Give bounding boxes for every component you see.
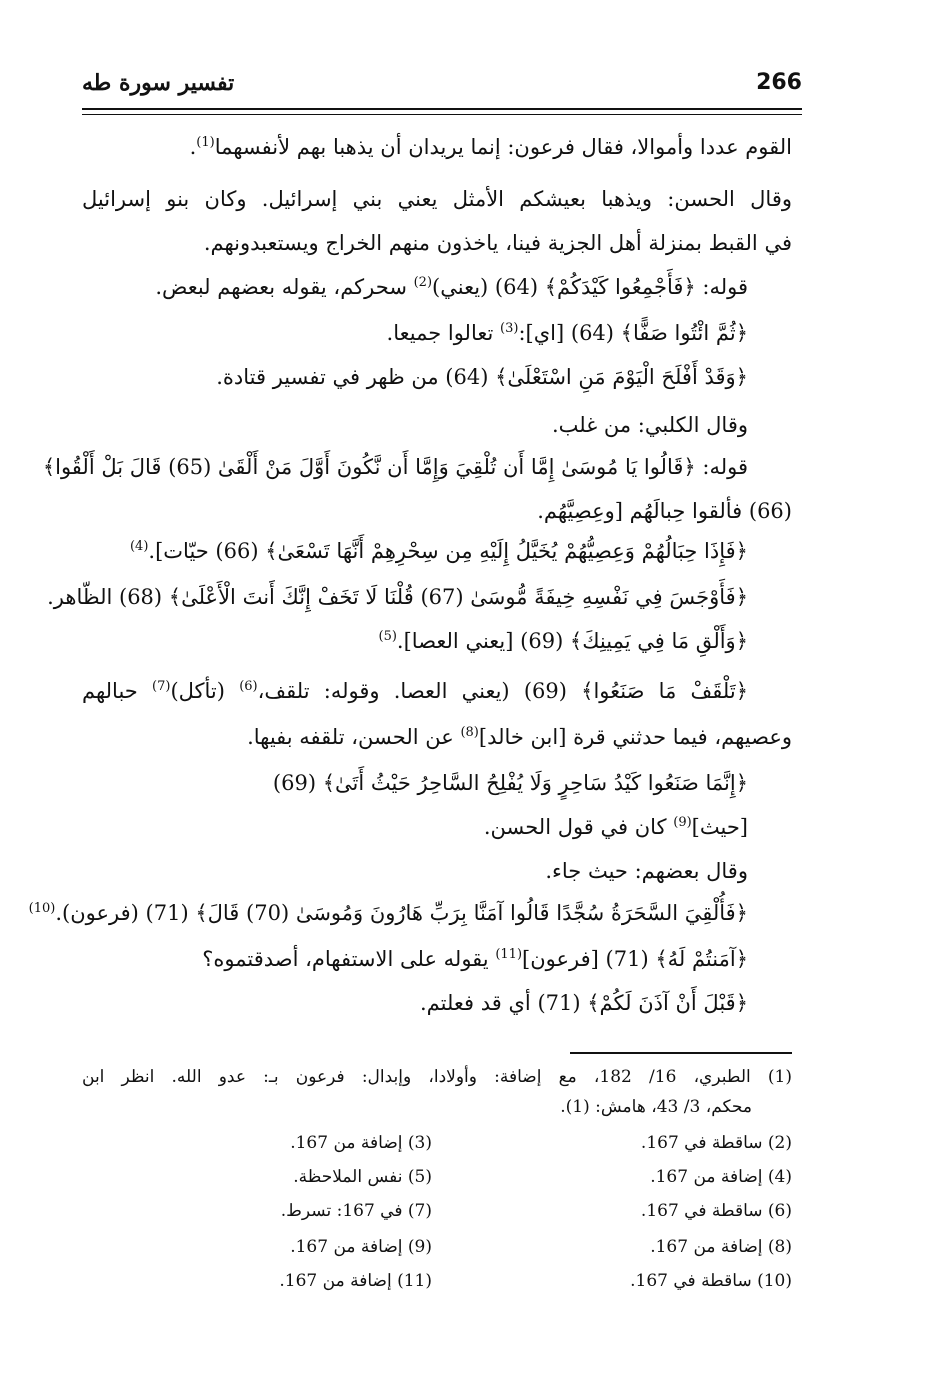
text-line: [حيث]$^{(9)}$ كان في قول الحسن. — [483, 815, 748, 839]
text-line: ﴿إِنَّمَا صَنَعُوا كَيْدُ سَاحِرٍ وَلَا يُفْلِحُ السَّاحِرُ حَيْثُ أَتَىٰ﴾ (69) — [272, 771, 748, 795]
text-line: في القبط بمنزلة أهل الجزية فينا، ياخذون منهم الخراج ويستعبدونهم. — [203, 231, 792, 255]
footnote-7: (7) في 167: تسرط. — [280, 1201, 432, 1221]
text-line: القوم عددا وأموالا، فقال فرعون: إنما يريدان أن يذهبا بهم لأنفسهما$^{(1)}$. — [189, 135, 792, 159]
text-line: قوله: ﴿قَالُوا يَا مُوسَىٰ إِمَّا أَن تُلْقِيَ وَإِمَّا أَن نَّكُونَ أَوَّلَ مَنْ أَلْقَىٰ (65) قَالَ بَلْ أَلْقُوا﴾ — [42, 455, 748, 479]
text-line: وقال الحسن: ويذهبا بعيشكم الأمثل يعني بني إسرائيل. وكان بنو إسرائيل — [82, 187, 792, 211]
header-rule-thin — [82, 114, 802, 115]
footnote-3: (3) إضافة من 167. — [290, 1133, 432, 1153]
footnote-separator — [570, 1052, 792, 1054]
text-line: ﴿وَقَدْ أَفْلَحَ الْيَوْمَ مَنِ اسْتَعْلَىٰ﴾ (64) من ظهر في تفسير قتادة. — [216, 365, 748, 389]
text-line: ﴿فَإِذَا حِبَالُهُمْ وَعِصِيُّهُمْ يُخَيَّلُ إِلَيْهِ مِن سِحْرِهِمْ أَنَّهَا تَسْعَىٰ﴾ (66) حيّات].$^{(4)}$ — [129, 539, 748, 563]
text-line: ﴿ثُمَّ ائْتُوا صَفًّا﴾ (64) [اي]:$^{(3)}$ تعالوا جميعا. — [386, 321, 748, 345]
footnote-6: (6) ساقطة في 167. — [640, 1201, 792, 1221]
text-line: ﴿تَلْقَفْ مَا صَنَعُوا﴾ (69) (يعني العصا. وقوله: تلقف،$^{(6)}$ (تأكل)$^{(7)}$ حبالهم — [82, 679, 748, 703]
text-line: ﴿فَأُلْقِيَ السَّحَرَةُ سُجَّدًا قَالُوا آمَنَّا بِرَبِّ هَارُونَ وَمُوسَىٰ (70) قَالَ﴾ (71) (فرعون).$^{(10)}$ — [28, 901, 748, 925]
page-header — [82, 70, 802, 110]
text-line: ﴿فَأَوْجَسَ فِي نَفْسِهِ خِيفَةً مُّوسَىٰ (67) قُلْنَا لَا تَخَفْ إِنَّكَ أَنتَ الْأَعْلَىٰ﴾ (68) الظّاهر. — [47, 585, 748, 609]
footnote-2: (2) ساقطة في 167. — [640, 1133, 792, 1153]
text-line: (66) فألقوا حِبالَهُم [وعِصِيَّهُم. — [537, 499, 792, 523]
footnote-1-continued: محكم، 3/ 43، هامش: (1). — [560, 1097, 752, 1117]
text-line: وقال بعضهم: حيث جاء. — [545, 859, 748, 883]
footnote-11: (11) إضافة من 167. — [279, 1271, 432, 1291]
page-number: 266 — [756, 70, 802, 95]
footnote-8: (8) إضافة من 167. — [650, 1237, 792, 1257]
footnote-10: (10) ساقطة في 167. — [630, 1271, 792, 1291]
footnote-5: (5) نفس الملاحظة. — [293, 1167, 432, 1187]
text-line: ﴿وَأَلْقِ مَا فِي يَمِينِكَ﴾ (69) [يعني العصا].$^{(5)}$ — [378, 629, 748, 653]
text-line: وقال الكلبي: من غلب. — [551, 413, 748, 437]
text-line: قوله: ﴿فَأَجْمِعُوا كَيْدَكُمْ﴾ (64) (يعني)$^{(2)}$ سحركم، يقوله بعضهم لبعض. — [155, 275, 748, 299]
footnote-9: (9) إضافة من 167. — [290, 1237, 432, 1257]
text-line: ﴿آمَنتُمْ لَهُ﴾ (71) [فرعون]$^{(11)}$ يقوله على الاستفهام، أصدقتموه؟ — [202, 947, 748, 971]
header-rule-thick — [82, 108, 802, 110]
footnote-4: (4) إضافة من 167. — [650, 1167, 792, 1187]
running-title: تفسير سورة طه — [82, 70, 235, 96]
text-line: وعصيهم، فيما حدثني قرة [ابن خالد]$^{(8)}$ عن الحسن، تلقفه بفيها. — [247, 725, 792, 749]
footnote-1: (1) الطبري، 16/ 182، مع إضافة: وأولادا، وإبدال: فرعون بـ: عدو الله. انظر ابن — [82, 1067, 792, 1087]
text-line: ﴿قَبْلَ أَنْ آذَنَ لَكُمْ﴾ (71) أي قد فعلتم. — [419, 991, 748, 1015]
